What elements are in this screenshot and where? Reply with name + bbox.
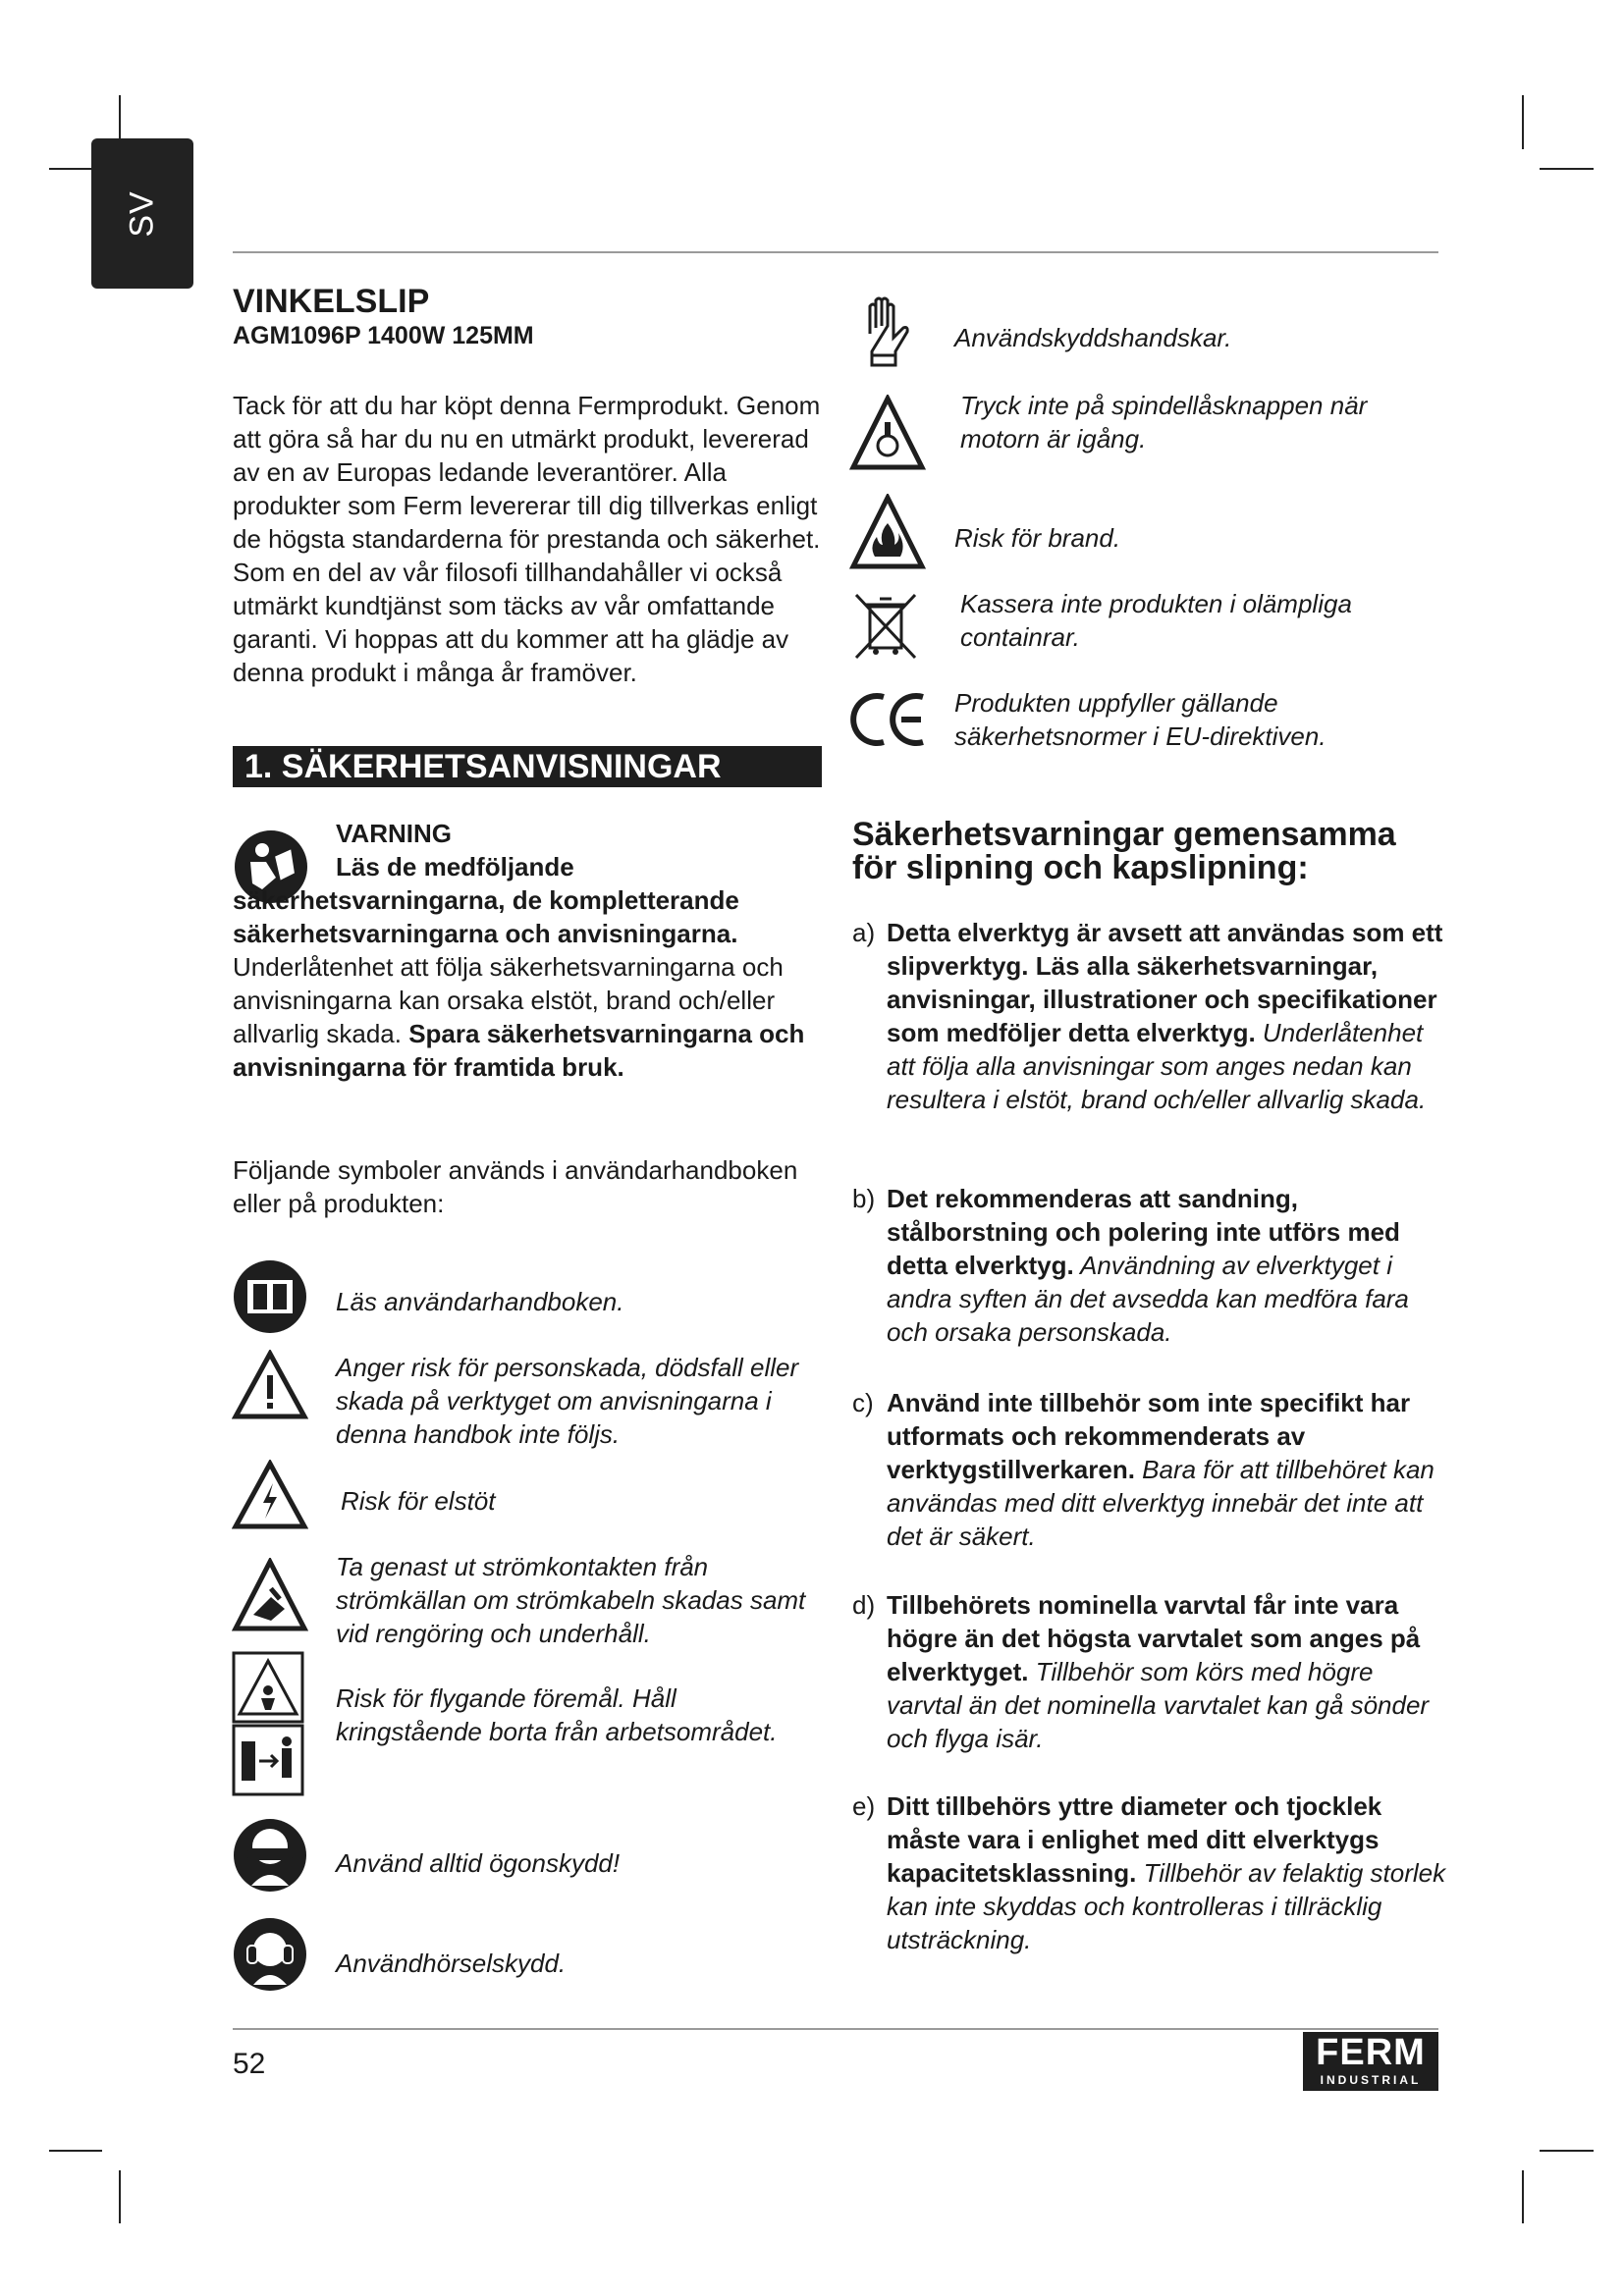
- page-number: 52: [233, 2048, 266, 2080]
- symbol-text: Tryck inte på spindellåsknappen när motorn är igång.: [960, 391, 1368, 454]
- crop-mark: [1540, 2150, 1594, 2152]
- symbol-text: Läs användarhandboken.: [336, 1287, 624, 1316]
- symbols-intro: Följande symboler används i användarhandboken eller på produkten:: [233, 1155, 798, 1218]
- item-bold: Detta elverktyg är avsett att användas som ett slipverktyg. Läs alla säkerhetsvarningar, anvisningar, illustrationer och specifikationer som medföljer detta elverktyg.: [887, 918, 1443, 1047]
- list-item: [852, 1182, 1451, 1349]
- item-label: d): [852, 1590, 876, 1620]
- item-text: [887, 1182, 1451, 1349]
- item-italic: Underlåtenhet att följa alla anvisningar som anges nedan kan resultera i elstöt, brand och/eller allvarlig skada.: [887, 1018, 1427, 1114]
- crop-mark: [119, 2170, 121, 2223]
- subsection-heading: Säkerhetsvarningar gemensamma för slipning och kapslipning:: [852, 816, 1396, 886]
- crop-mark: [49, 2150, 102, 2152]
- item-bold: Använd inte tillbehör som inte specifikt har utformats och rekommenderats av verktygstillverkaren.: [887, 1388, 1411, 1484]
- item-italic: Bara för att tillbehöret kan användas med ditt elverktyg innebär det inte att det är säkert.: [887, 1455, 1435, 1551]
- fire-icon: [849, 494, 926, 570]
- crop-mark: [1522, 95, 1524, 149]
- weee-bin-icon: [850, 591, 921, 662]
- flying-objects-icon: [232, 1651, 304, 1798]
- list-item: [852, 916, 1451, 1116]
- symbol-text: Användhörselskydd.: [336, 1949, 567, 1978]
- list-item: [852, 1588, 1451, 1755]
- ce-mark-icon: [850, 691, 929, 748]
- spindle-lock-icon: [849, 395, 926, 471]
- warning-bold2: Spara säkerhetsvarningarna och anvisningarna för framtida bruk.: [233, 1019, 805, 1082]
- list-item: [852, 1789, 1451, 1956]
- warning-head: VARNING: [336, 819, 452, 848]
- eye-protection-icon: [232, 1817, 308, 1894]
- crop-mark: [1522, 2170, 1524, 2223]
- item-text: [887, 1789, 1451, 1956]
- warning-text: [233, 850, 822, 1084]
- bottom-rule: [233, 2028, 1438, 2030]
- list-item: [852, 1386, 1451, 1553]
- ferm-logo: [1303, 2032, 1438, 2091]
- warning-bold1: Läs de medföljande säkerhetsvarningarna, de kompletterande säkerhetsvarningarna och anvisningarna.: [233, 852, 739, 948]
- symbol-text: Risk för elstöt: [341, 1486, 496, 1516]
- item-italic: Användning av elverktyget i andra syften än det avsedda kan medföra fara och orsaka personskada.: [887, 1251, 1409, 1347]
- language-tab: SV: [91, 138, 193, 289]
- symbol-text: Risk för flygande föremål. Håll kringstående borta från arbetsområdet.: [336, 1683, 778, 1746]
- warning-normal: Underlåtenhet att följa säkerhetsvarningarna och anvisningarna kan orsaka elstöt, brand och/eller allvarlig skada.: [233, 952, 784, 1048]
- symbol-text: Kassera inte produkten i olämpliga containrar.: [960, 589, 1352, 652]
- symbol-text: Användskyddshandskar.: [954, 323, 1232, 352]
- electric-shock-icon: [232, 1460, 308, 1530]
- warning-block: [233, 817, 822, 1084]
- item-italic: Tillbehör som körs med högre varvtal än det nominella varvtalet kan gå sönder och flyga isär.: [887, 1657, 1430, 1753]
- section-heading: 1. SÄKERHETSANVISNINGAR: [233, 746, 822, 787]
- warning-triangle-icon: [232, 1350, 308, 1420]
- item-label: c): [852, 1388, 874, 1417]
- item-label: a): [852, 918, 876, 947]
- intro-paragraph: Tack för att du har köpt denna Fermprodukt. Genom att göra så har du nu en utmärkt produkt, levererad av en av Europas ledande leverantörer. Alla produkter som Ferm levererar till dig tillverkas enligt de högsta standarderna för prestanda och säkerhet. Som en del av vår filosofi tillhandahåller vi också utmärkt kundtjänst som täcks av vår omfattande garanti. Vi hoppas att du kommer att ha glädje av denna produkt i många år framöver.: [233, 391, 821, 687]
- logo-sub: INDUSTRIAL: [1320, 2073, 1422, 2087]
- product-model: AGM1096P 1400W 125MM: [233, 322, 534, 349]
- gloves-icon: [852, 294, 921, 375]
- symbol-text: Använd alltid ögonskydd!: [336, 1848, 621, 1878]
- ear-protection-icon: [232, 1916, 308, 1993]
- symbol-text: Anger risk för personskada, dödsfall eller skada på verktyget om anvisningarna i denna handbok inte följs.: [336, 1353, 799, 1449]
- item-italic: Tillbehör av felaktig storlek kan inte skyddas och kontrolleras i tillräcklig utsträckning.: [887, 1858, 1446, 1954]
- item-bold: Tillbehörets nominella varvtal får inte vara högre än det högsta varvtalet som anges på elverktyget.: [887, 1590, 1421, 1686]
- item-text: [887, 1588, 1451, 1755]
- item-text: [887, 1386, 1451, 1553]
- item-bold: Ditt tillbehörs yttre diameter och tjocklek måste vara i enlighet med ditt elverktygs kapacitetsklassning.: [887, 1791, 1382, 1888]
- symbol-text: Ta genast ut strömkontakten från strömkällan om strömkabeln skadas samt vid rengöring och underhåll.: [336, 1552, 806, 1648]
- item-text: [887, 916, 1451, 1116]
- item-label: e): [852, 1791, 876, 1821]
- symbol-text: Produkten uppfyller gällande säkerhetsnormer i EU-direktiven.: [954, 688, 1326, 751]
- item-label: b): [852, 1184, 876, 1213]
- crop-mark: [1540, 168, 1594, 170]
- symbol-text: Risk för brand.: [954, 523, 1121, 553]
- logo-brand: FERM: [1316, 2032, 1426, 2073]
- item-bold: Det rekommenderas att sandning, stålborstning och polering inte utförs med detta elverktyg.: [887, 1184, 1400, 1280]
- manual-icon: [232, 1258, 308, 1335]
- top-rule: [233, 251, 1438, 253]
- unplug-icon: [232, 1558, 308, 1634]
- product-title: VINKELSLIP: [233, 283, 430, 320]
